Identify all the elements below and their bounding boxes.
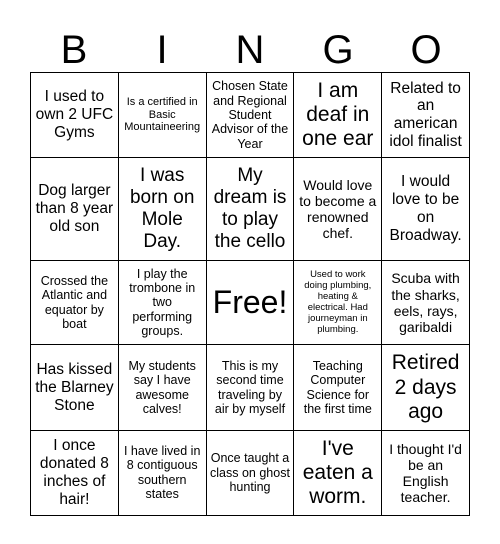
bingo-cell[interactable]: My dream is to play the cello (206, 158, 294, 261)
bingo-cell[interactable]: Related to an american idol finalist (382, 73, 470, 158)
free-space[interactable]: Free! (206, 260, 294, 345)
bingo-cell[interactable]: Would love to become a renowned chef. (294, 158, 382, 261)
bingo-cell[interactable]: I thought I'd be an English teacher. (382, 430, 470, 515)
bingo-cell[interactable]: Is a certified in Basic Mountaineering (118, 73, 206, 158)
grid-row (31, 345, 470, 430)
header-letter-b: B (60, 28, 88, 72)
grid-row (31, 73, 470, 158)
header-letter-n: N (235, 28, 265, 72)
bingo-cell[interactable]: I am deaf in one ear (294, 73, 382, 158)
bingo-grid (30, 72, 470, 516)
header-letter-o: O (410, 28, 442, 72)
grid-row (31, 260, 470, 345)
bingo-cell[interactable]: I've eaten a worm. (294, 430, 382, 515)
bingo-cell[interactable]: I have lived in 8 contiguous southern states (118, 430, 206, 515)
bingo-cell[interactable]: Chosen State and Regional Student Advisor of the Year (206, 73, 294, 158)
header-letter-g: G (322, 28, 354, 72)
bingo-cell[interactable]: Crossed the Atlantic and equator by boat (31, 260, 119, 345)
bingo-cell[interactable]: Once taught a class on ghost hunting (206, 430, 294, 515)
bingo-cell[interactable]: Retired 2 days ago (382, 345, 470, 430)
bingo-cell[interactable]: I was born on Mole Day. (118, 158, 206, 261)
bingo-header (30, 28, 470, 72)
bingo-cell[interactable]: Teaching Computer Science for the first time (294, 345, 382, 430)
bingo-cell[interactable]: I used to own 2 UFC Gyms (31, 73, 119, 158)
grid-row (31, 430, 470, 515)
bingo-cell[interactable]: Used to work doing plumbing, heating & electrical. Had journeyman in plumbing. (294, 260, 382, 345)
bingo-cell[interactable]: Dog larger than 8 year old son (31, 158, 119, 261)
grid-row (31, 158, 470, 261)
bingo-cell[interactable]: Scuba with the sharks, eels, rays, garibaldi (382, 260, 470, 345)
bingo-cell[interactable]: My students say I have awesome calves! (118, 345, 206, 430)
bingo-cell[interactable]: This is my second time traveling by air by myself (206, 345, 294, 430)
header-letter-i: I (156, 28, 168, 72)
bingo-cell[interactable]: I once donated 8 inches of hair! (31, 430, 119, 515)
bingo-cell[interactable]: Has kissed the Blarney Stone (31, 345, 119, 430)
bingo-cell[interactable]: I would love to be on Broadway. (382, 158, 470, 261)
bingo-cell[interactable]: I play the trombone in two performing groups. (118, 260, 206, 345)
